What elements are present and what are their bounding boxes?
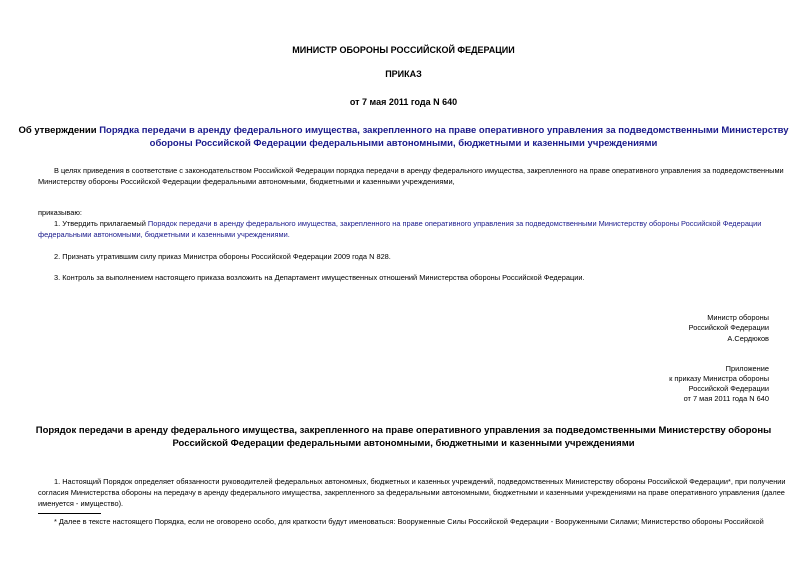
procedure-title-line1: Порядок передачи в аренду федерального имущества, закрепленного на праве оперативного управления за подведомственными Министерству обороны xyxy=(35,425,772,436)
order-title-line2 xyxy=(0,137,807,150)
order-item-1 xyxy=(54,219,774,230)
date-number: от 7 мая 2011 года N 640 xyxy=(349,97,458,107)
footnote-divider xyxy=(38,513,101,514)
order-title-prefix: Об утверждении xyxy=(18,125,100,136)
order-title xyxy=(0,124,807,137)
procedure-link-line1[interactable]: Порядка передачи в аренду федерального имущества, закрепленного на праве оперативного управления за подведомственными Министерству xyxy=(99,125,789,136)
signature-position: Министр обороны xyxy=(707,313,769,322)
appendix-label: Приложение xyxy=(725,364,769,373)
doc-type-heading: ПРИКАЗ xyxy=(385,69,422,79)
order-item-3: 3. Контроль за выполнением настоящего приказа возложить на Департамент имущественных отношений Министерства обороны Российской Федерации. xyxy=(54,273,585,282)
procedure-p1-line2: согласия Министерства обороны на передачу в аренду федерального имущества, закрепленного за федеральными автономными, бюджетными и казенными учреждениями на праве оперативного управления (далее xyxy=(38,488,785,497)
order-item-2: 2. Признать утратившим силу приказ Министра обороны Российской Федерации 2009 года N 828. xyxy=(54,252,391,261)
order-item-1-prefix: 1. Утвердить прилагаемый xyxy=(54,219,148,228)
order-item-1-link-line2[interactable]: федеральными автономными, бюджетными и казенными учреждениями. xyxy=(38,230,290,239)
procedure-link-line2[interactable]: обороны Российской Федерации федеральными автономными, бюджетными и казенными учреждениями xyxy=(149,138,658,149)
appendix-date: от 7 мая 2011 года N 640 xyxy=(683,394,769,403)
prikazyvayu: приказываю: xyxy=(38,208,82,217)
order-item-1-link[interactable]: Порядок передачи в аренду федерального имущества, закрепленного на праве оперативного управления за подведомственными Министерству обороны Российской Федерации xyxy=(147,219,762,228)
preamble-line2: Министерству обороны Российской Федерации федеральными автономными, бюджетными и казенными учреждениями, xyxy=(38,177,455,186)
footnote: * Далее в тексте настоящего Порядка, если не оговорено особо, для краткости будут именоваться: Вооруженные Силы Российской Федерации - Вооруженными Силами; Министерство обороны Российской xyxy=(54,517,764,526)
procedure-p1-line3: именуется - имущество). xyxy=(38,499,124,508)
signature-name: А.Сердюков xyxy=(727,334,769,343)
order-item-1-line2 xyxy=(38,230,290,241)
ministry-heading: МИНИСТР ОБОРОНЫ РОССИЙСКОЙ ФЕДЕРАЦИИ xyxy=(292,45,515,55)
procedure-title-line2: Российской Федерации федеральными автономными, бюджетными и казенными учреждениями xyxy=(172,438,635,449)
procedure-p1-line1: 1. Настоящий Порядок определяет обязанности руководителей федеральных автономных, бюджетных и казенных учреждений, подведомственных Министерству обороны Российской Федерации*, при получении xyxy=(54,477,786,486)
preamble-line1: В целях приведения в соответствие с законодательством Российской Федерации порядка передачи в аренду федерального имущества, закрепленного на праве оперативного управления за подведомственными xyxy=(54,166,784,175)
appendix-country: Российской Федерации xyxy=(688,384,769,393)
appendix-to-order: к приказу Министра обороны xyxy=(669,374,769,383)
signature-country: Российской Федерации xyxy=(688,323,769,332)
